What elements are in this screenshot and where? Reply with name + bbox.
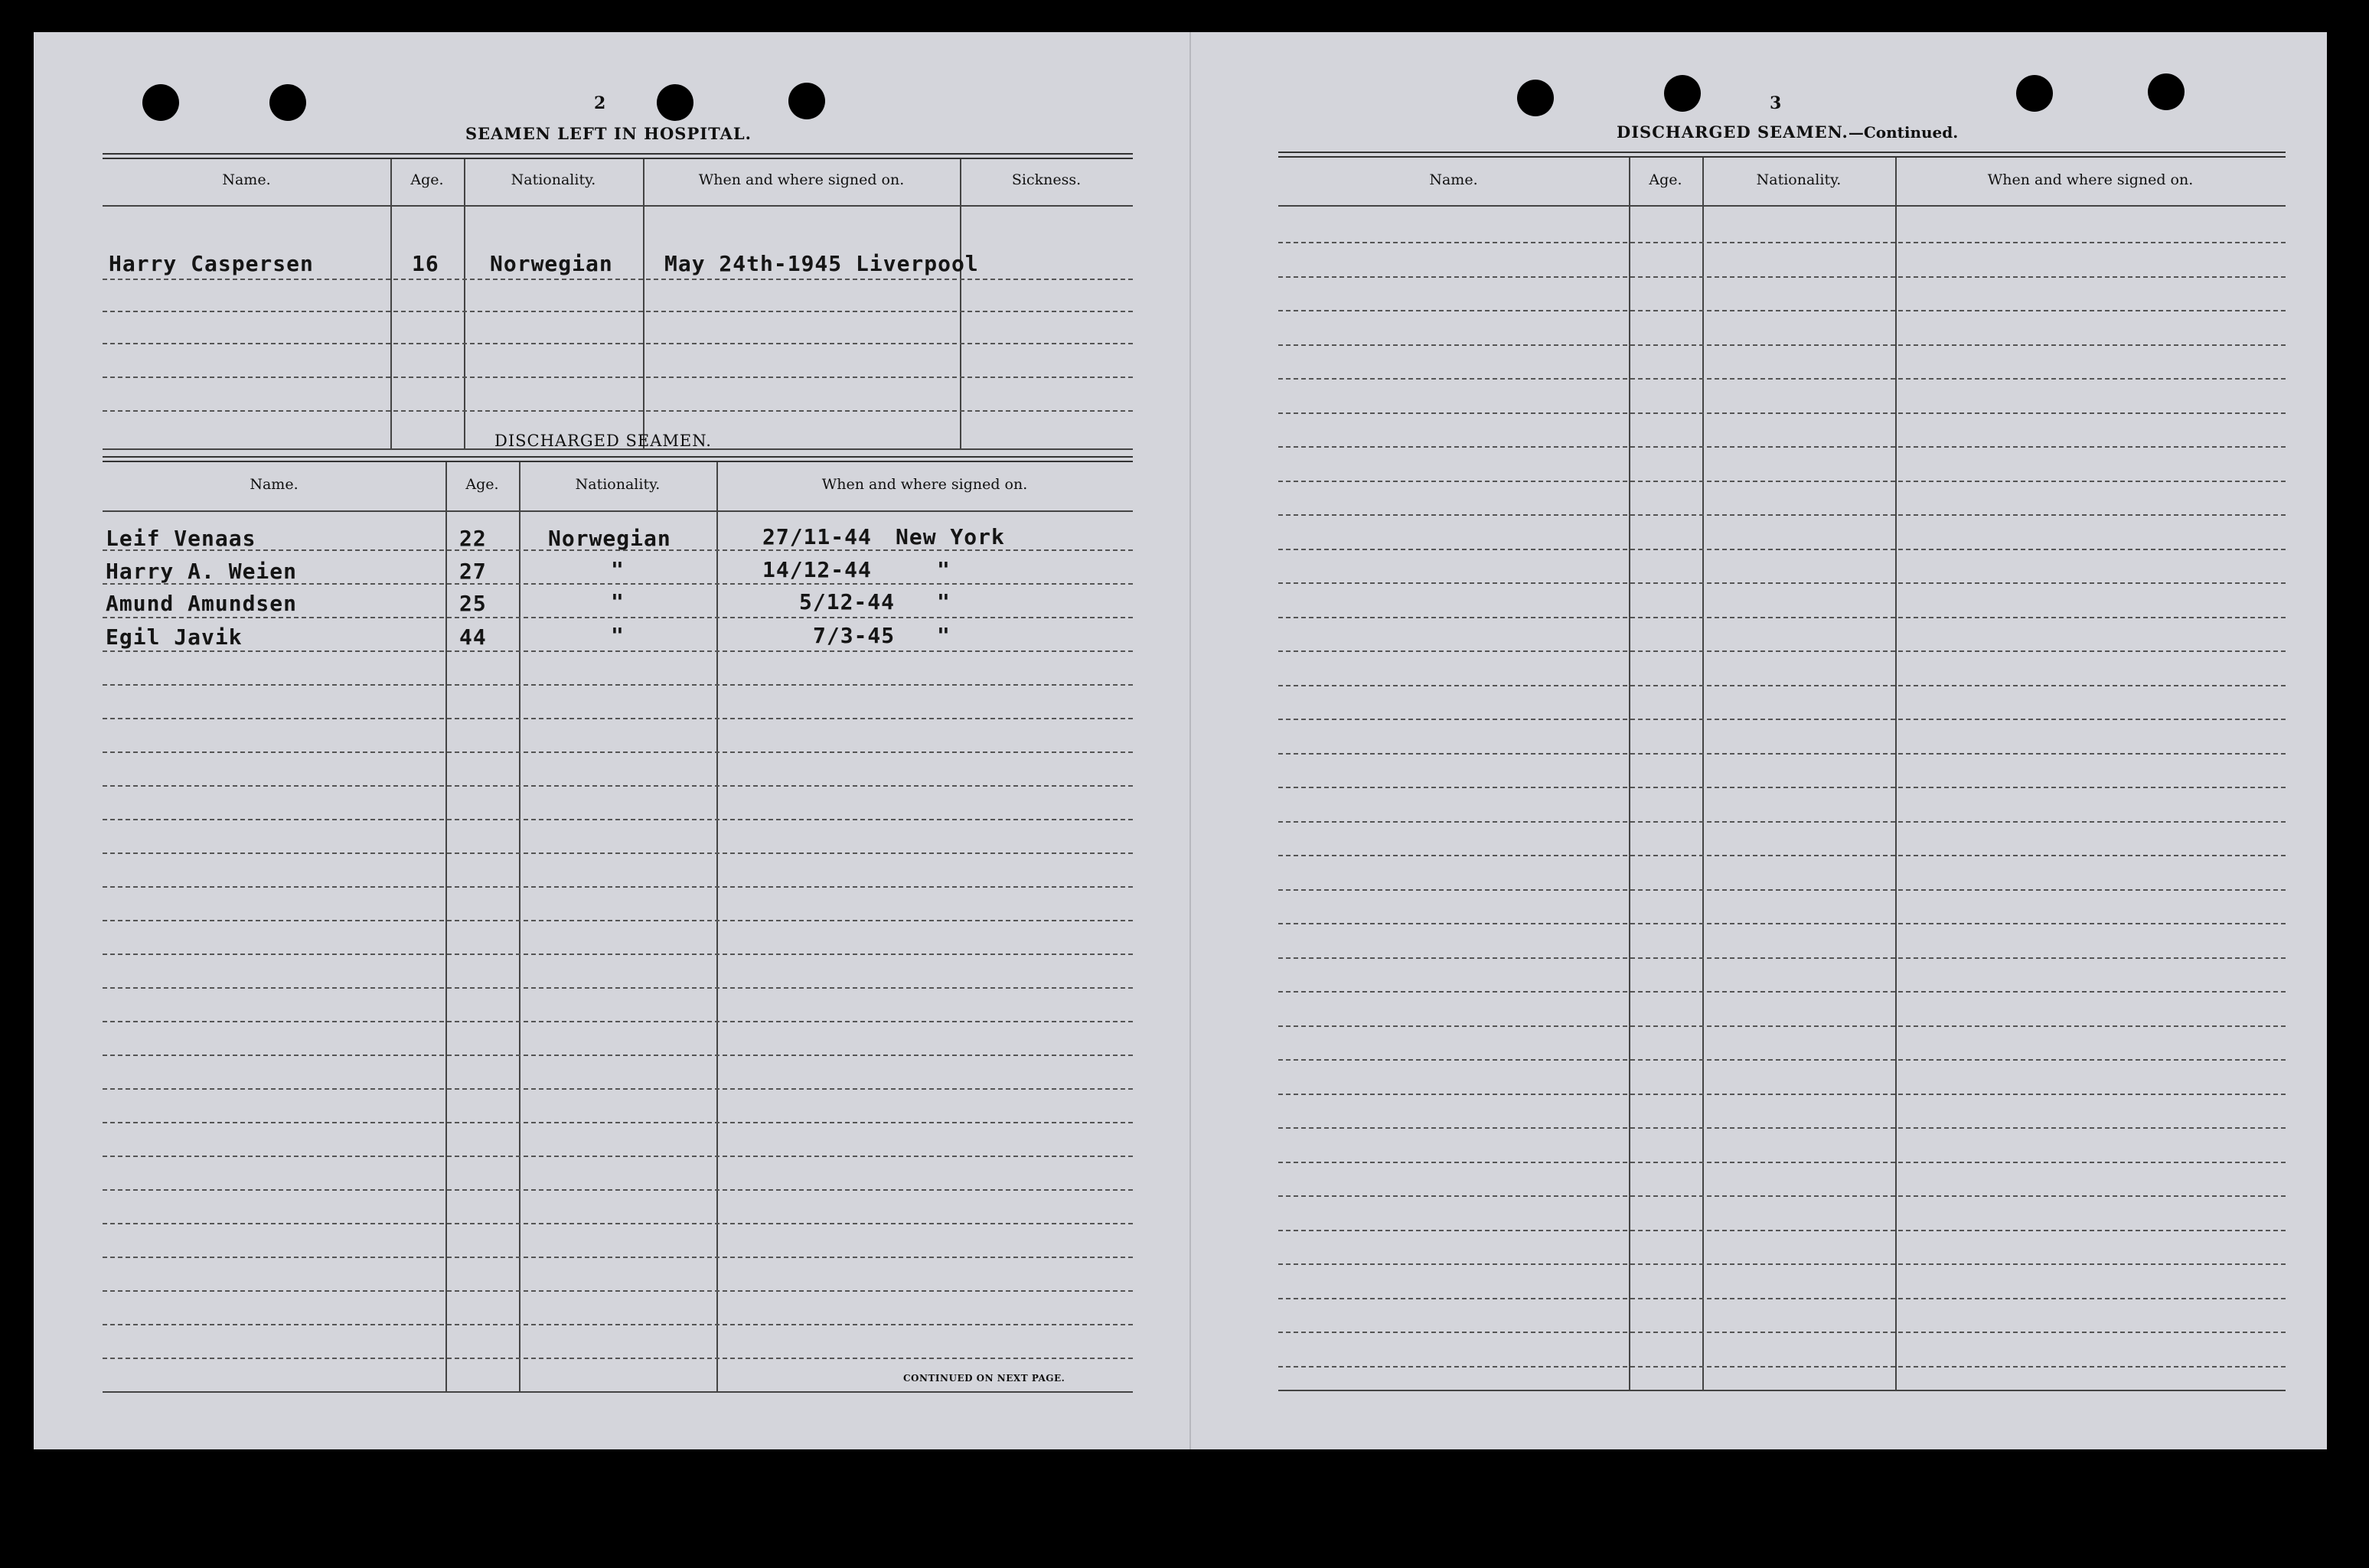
table-top-rule: [103, 456, 1133, 462]
col-header-nationality: Nationality.: [1756, 171, 1842, 188]
row-rule: [1278, 1127, 2286, 1129]
discharged-name-cell: Harry A. Weien: [106, 559, 298, 584]
row-rule: [103, 1324, 1133, 1325]
row-rule: [103, 920, 1133, 921]
row-rule: [103, 684, 1133, 686]
column-divider: [960, 159, 961, 450]
row-rule: [1278, 1366, 2286, 1368]
discharged-place-cell: ": [937, 589, 951, 614]
page-number: 3: [1770, 93, 1782, 113]
row-rule: [1278, 481, 2286, 482]
header-rule: [103, 205, 1133, 207]
discharged-name-cell: Amund Amundsen: [106, 591, 298, 616]
punch-hole: [657, 84, 693, 121]
row-rule: [103, 650, 1133, 652]
row-rule: [1278, 378, 2286, 380]
column-divider: [390, 159, 392, 450]
discharged-name-cell: Egil Javik: [106, 624, 243, 650]
continued-footer: CONTINUED ON NEXT PAGE.: [903, 1373, 1065, 1384]
header-rule: [103, 510, 1133, 512]
row-rule: [103, 377, 1133, 378]
row-rule: [1278, 1195, 2286, 1197]
table-bottom-rule: [1278, 1390, 2286, 1391]
row-rule: [103, 279, 1133, 280]
right-page: [1189, 32, 2328, 1449]
row-rule: [103, 311, 1133, 312]
row-rule: [103, 1055, 1133, 1056]
hospital-age-cell: 16: [412, 251, 439, 276]
discharged-place-cell: New York: [896, 524, 1005, 549]
punch-hole: [142, 84, 179, 121]
discharged-age-cell: 22: [459, 526, 487, 551]
row-rule: [103, 886, 1133, 888]
row-rule: [1278, 889, 2286, 891]
discharged-name-cell: Leif Venaas: [106, 526, 256, 551]
row-rule: [103, 1021, 1133, 1022]
row-rule: [1278, 719, 2286, 720]
hospital-signed-on-cell: May 24th-1945 Liverpool: [664, 251, 979, 276]
row-rule: [103, 987, 1133, 989]
punch-hole: [1517, 80, 1554, 116]
column-divider: [643, 159, 644, 450]
row-rule: [1278, 685, 2286, 686]
hospital-nationality-cell: Norwegian: [490, 251, 613, 276]
discharged-place-cell: ": [937, 557, 951, 582]
page-title-main: DISCHARGED SEAMEN.: [1617, 122, 1849, 142]
col-header-age: Age.: [410, 171, 444, 188]
punch-hole: [2148, 73, 2185, 110]
punch-hole: [1664, 75, 1701, 112]
col-header-nationality: Nationality.: [511, 171, 596, 188]
hospital-name-cell: Harry Caspersen: [109, 251, 314, 276]
row-rule: [1278, 1162, 2286, 1163]
row-rule: [1278, 991, 2286, 993]
punch-hole: [269, 84, 306, 121]
row-rule: [1278, 1263, 2286, 1265]
column-divider: [519, 462, 520, 1391]
discharged-age-cell: 44: [459, 624, 487, 650]
col-header-age: Age.: [465, 476, 499, 493]
discharged-place-cell: ": [937, 623, 951, 648]
discharged-nationality-cell: Norwegian: [548, 526, 671, 551]
row-rule: [103, 410, 1133, 412]
discharged-nationality-cell: ": [611, 557, 625, 582]
row-rule: [1278, 1059, 2286, 1061]
page-title-suffix: —Continued.: [1848, 123, 1959, 142]
col-header-name: Name.: [1429, 171, 1478, 188]
row-rule: [1278, 582, 2286, 584]
row-rule: [1278, 310, 2286, 311]
row-rule: [103, 718, 1133, 719]
discharged-date-cell: 14/12-44: [762, 557, 872, 582]
page-title: [1617, 122, 1958, 142]
row-rule: [1278, 753, 2286, 755]
row-rule: [103, 343, 1133, 344]
discharged-nationality-cell: ": [611, 589, 625, 614]
discharged-date-cell: 7/3-45: [813, 623, 896, 648]
ledger-sheet: [34, 32, 2327, 1449]
row-rule: [1278, 650, 2286, 652]
column-divider: [445, 462, 447, 1391]
col-header-signed-on: When and where signed on.: [1987, 171, 2194, 188]
left-page: [34, 32, 1189, 1449]
col-header-nationality: Nationality.: [575, 476, 661, 493]
column-divider: [1629, 158, 1630, 1390]
column-divider: [1895, 158, 1897, 1390]
row-rule: [1278, 412, 2286, 414]
row-rule: [103, 751, 1133, 753]
row-rule: [103, 1223, 1133, 1224]
column-divider: [1702, 158, 1704, 1390]
row-rule: [103, 1156, 1133, 1157]
row-rule: [1278, 549, 2286, 550]
row-rule: [1278, 617, 2286, 618]
table-bottom-rule: [103, 1391, 1133, 1393]
page-number: 2: [594, 93, 606, 113]
row-rule: [103, 852, 1133, 854]
row-rule: [1278, 855, 2286, 856]
discharged-date-cell: 27/11-44: [762, 524, 872, 549]
row-rule: [103, 1122, 1133, 1123]
row-rule: [1278, 957, 2286, 959]
hospital-section-title: SEAMEN LEFT IN HOSPITAL.: [465, 124, 752, 143]
table-top-rule: [1278, 152, 2286, 158]
row-rule: [103, 1189, 1133, 1191]
row-rule: [1278, 242, 2286, 243]
row-rule: [1278, 446, 2286, 448]
row-rule: [103, 1358, 1133, 1359]
discharged-nationality-cell: ": [611, 623, 625, 648]
punch-hole: [2016, 75, 2053, 112]
row-rule: [1278, 1025, 2286, 1027]
discharged-date-cell: 5/12-44: [799, 589, 896, 614]
row-rule: [103, 785, 1133, 787]
row-rule: [1278, 821, 2286, 823]
row-rule: [1278, 1298, 2286, 1299]
row-rule: [1278, 1230, 2286, 1231]
punch-hole: [788, 83, 825, 119]
col-header-name: Name.: [222, 171, 271, 188]
row-rule: [1278, 1094, 2286, 1095]
row-rule: [103, 1290, 1133, 1292]
col-header-signed-on: When and where signed on.: [821, 476, 1028, 493]
discharged-age-cell: 27: [459, 559, 487, 584]
row-rule: [1278, 514, 2286, 516]
row-rule: [103, 819, 1133, 820]
row-rule: [1278, 1332, 2286, 1333]
discharged-age-cell: 25: [459, 591, 487, 616]
row-rule: [103, 617, 1133, 618]
col-header-age: Age.: [1649, 171, 1682, 188]
row-rule: [103, 1257, 1133, 1258]
col-header-signed-on: When and where signed on.: [698, 171, 905, 188]
row-rule: [1278, 344, 2286, 346]
column-divider: [464, 159, 465, 450]
row-rule: [1278, 923, 2286, 924]
header-rule: [1278, 205, 2286, 207]
row-rule: [103, 954, 1133, 955]
row-rule: [103, 1088, 1133, 1090]
row-rule: [1278, 276, 2286, 278]
discharged-section-title: DISCHARGED SEAMEN.: [494, 432, 712, 450]
col-header-name: Name.: [250, 476, 299, 493]
col-header-sickness: Sickness.: [1011, 171, 1082, 188]
table-top-rule: [103, 153, 1133, 159]
column-divider: [716, 462, 718, 1391]
row-rule: [1278, 787, 2286, 788]
